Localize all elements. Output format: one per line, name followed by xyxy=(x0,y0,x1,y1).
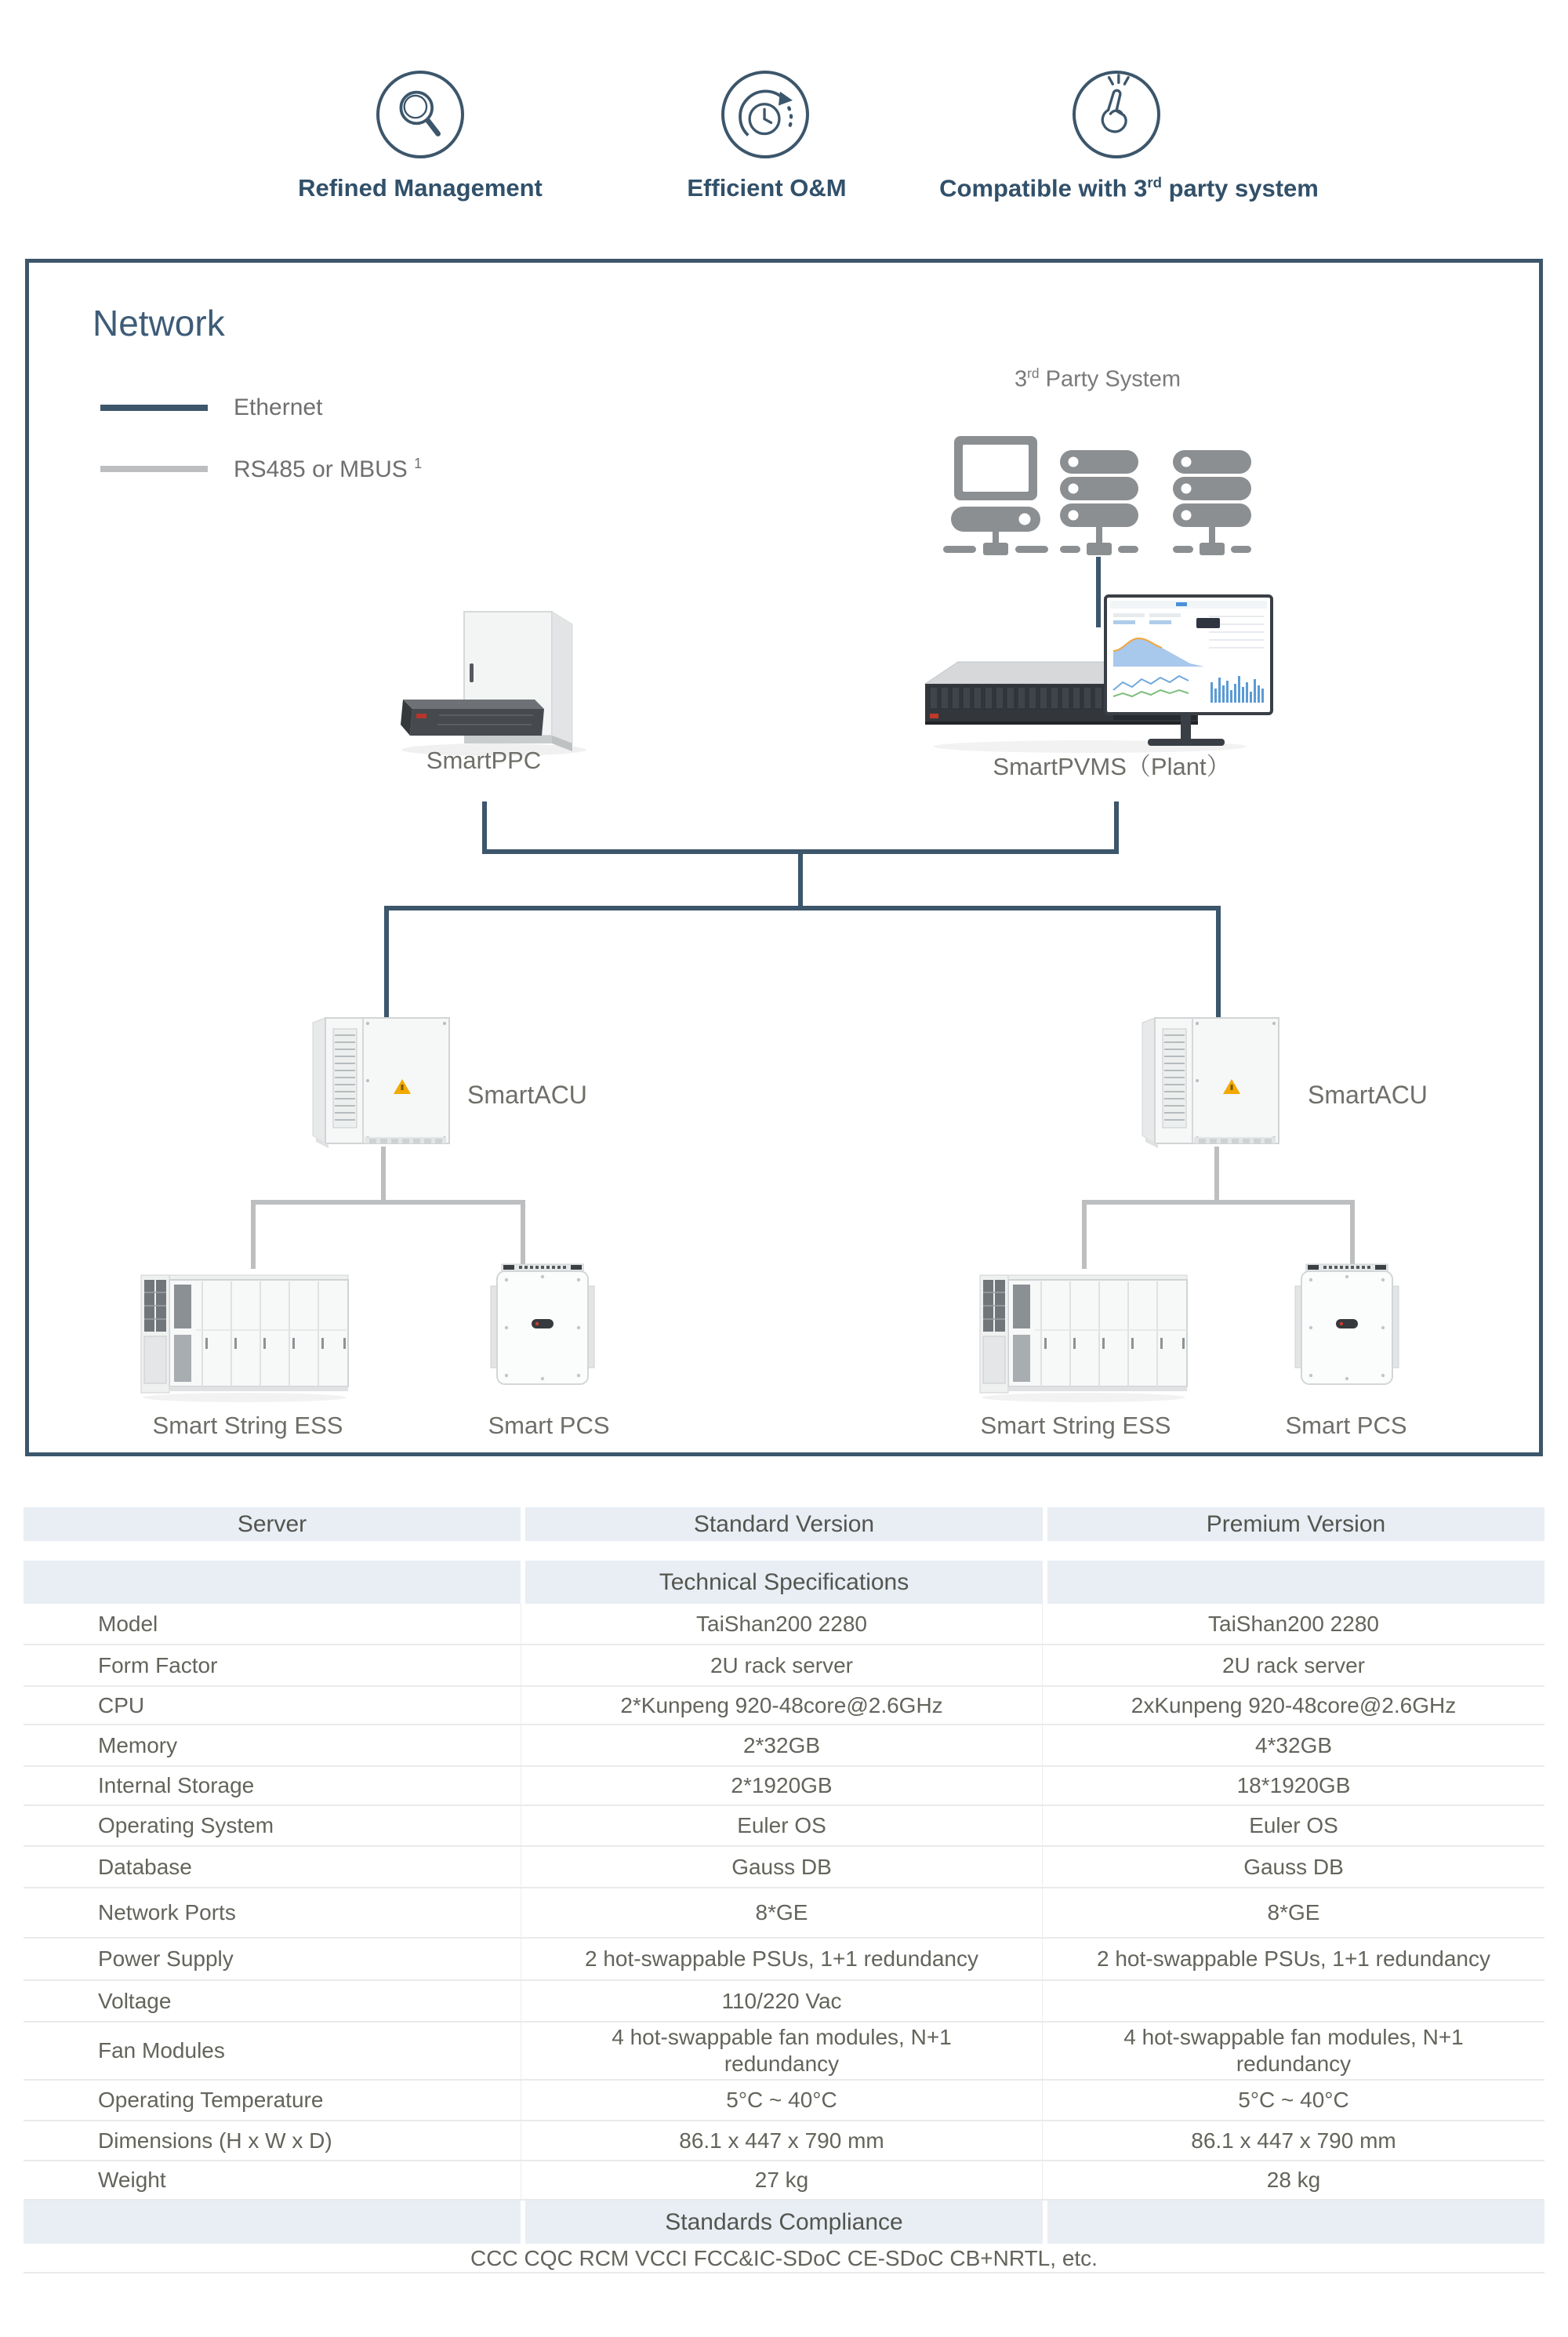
table-row xyxy=(24,1725,1544,1767)
spec-premium-value: 28 kg xyxy=(1266,2168,1321,2192)
rs485-link-ess-left xyxy=(251,1200,256,1269)
spec-standard-value: 2 hot-swappable PSUs, 1+1 redundancy xyxy=(521,1939,1043,1979)
efficient-om-feature xyxy=(721,71,809,158)
column-divider xyxy=(1043,2201,1047,2244)
smartpvms-label: SmartPVMS（Plant） xyxy=(993,753,1231,780)
pcs-device-left xyxy=(488,1261,597,1390)
spec-standard-value: 4 hot-swappable fan modules, N+1 redundancy xyxy=(521,2023,1043,2079)
ethernet-legend-line xyxy=(100,405,208,411)
ethernet-link-acu-left xyxy=(384,906,389,1017)
spec-label: Power Supply xyxy=(98,1946,234,1971)
section-header-standards-compliance: Standards Compliance xyxy=(24,2201,1544,2244)
spec-premium-value: 18*1920GB xyxy=(1236,1773,1351,1797)
spec-standard-value: Gauss DB xyxy=(521,1847,1043,1887)
spec-label: Memory xyxy=(98,1732,178,1757)
table-row xyxy=(24,2023,1544,2081)
server-stack-icon xyxy=(1060,431,1138,558)
ethernet-bus-lower xyxy=(384,906,1221,910)
ess-label-left: Smart String ESS xyxy=(152,1412,343,1439)
magnifier-icon xyxy=(379,74,461,155)
column-header-premium: Premium Version xyxy=(1047,1507,1544,1541)
smartacu-device-right xyxy=(1139,1013,1288,1148)
spec-standard-value: 2U rack server xyxy=(521,1645,1043,1685)
spec-table xyxy=(24,1507,1544,2273)
desktop-computer-icon xyxy=(943,431,1048,558)
column-divider xyxy=(1043,1561,1047,1604)
spec-premium-value: 4 hot-swappable fan modules, N+1 redundancy xyxy=(1123,2025,1464,2076)
spec-label: Internal Storage xyxy=(98,1773,255,1797)
spec-standard-value: 8*GE xyxy=(521,1888,1043,1937)
ethernet-link-ppc xyxy=(482,801,487,853)
clock-cycle-icon xyxy=(724,74,806,155)
refined-management-feature xyxy=(376,71,464,158)
table-row xyxy=(24,1806,1544,1847)
feature-label-compatible: Compatible with 3rd party system xyxy=(939,174,1319,202)
ess-device-right xyxy=(974,1263,1193,1404)
rs485-legend-label: RS485 or MBUS $^1$ xyxy=(234,456,423,482)
spec-premium-value: 4*32GB xyxy=(1254,1732,1333,1757)
server-stack-icon xyxy=(1173,431,1251,558)
table-row xyxy=(24,2081,1544,2121)
spec-premium-value: 8*GE xyxy=(1267,1900,1320,1924)
smartacu-device-left xyxy=(310,1013,459,1148)
spec-premium-value: 2xKunpeng 920-48core@2.6GHz xyxy=(1131,1692,1457,1717)
spec-premium-value: 86.1 x 447 x 790 mm xyxy=(1191,2128,1396,2153)
table-row xyxy=(24,2161,1544,2201)
spec-standard-value: 27 kg xyxy=(521,2161,1043,2199)
rs485-legend-line xyxy=(100,466,208,472)
feature-label-refined-management: Refined Management xyxy=(298,174,543,202)
ess-device-left xyxy=(135,1263,354,1404)
column-divider xyxy=(521,1561,525,1604)
table-row xyxy=(24,1687,1544,1725)
spec-label: Voltage xyxy=(98,1988,172,2013)
rs485-link-ess-right xyxy=(1082,1200,1087,1269)
section-header-technical-specifications: Technical Specifications xyxy=(24,1561,1544,1604)
rs485-bus-right xyxy=(1082,1200,1355,1205)
third-party-system-label: 3rd Party System xyxy=(1014,365,1181,392)
spec-label: Network Ports xyxy=(98,1900,236,1924)
spec-premium-value: TaiShan200 2280 xyxy=(1208,1611,1379,1636)
compatible-feature xyxy=(1073,71,1160,158)
spec-label: Operating System xyxy=(98,1813,274,1837)
spec-standard-value: 2*Kunpeng 920-48core@2.6GHz xyxy=(521,1687,1043,1724)
spec-label: Fan Modules xyxy=(98,2038,225,2063)
standards-compliance-value: CCC CQC RCM VCCI FCC&IC-SDoC CE-SDoC CB+NRTL, etc. xyxy=(24,2244,1544,2273)
table-row xyxy=(24,1767,1544,1806)
smartacu-label-right: SmartACU xyxy=(1308,1081,1428,1109)
spec-label: Form Factor xyxy=(98,1652,218,1677)
pcs-label-left: Smart PCS xyxy=(488,1412,610,1439)
table-row xyxy=(24,1604,1544,1645)
spec-standard-value: Euler OS xyxy=(521,1806,1043,1845)
spec-label: Database xyxy=(98,1854,192,1879)
table-row xyxy=(24,1981,1544,2023)
spec-premium-value: 5°C ~ 40°C xyxy=(1238,2088,1349,2112)
spec-premium-value: 2U rack server xyxy=(1221,1652,1366,1677)
network-title: Network xyxy=(93,303,225,343)
table-gap xyxy=(24,1541,1544,1561)
spec-standard-value: 2*1920GB xyxy=(521,1767,1043,1805)
table-header-row xyxy=(24,1507,1544,1541)
spec-premium-value: Euler OS xyxy=(1249,1813,1338,1837)
table-row xyxy=(24,2121,1544,2161)
spec-label: Operating Temperature xyxy=(98,2088,324,2112)
spec-standard-value: 110/220 Vac xyxy=(521,1981,1043,2021)
table-row xyxy=(24,1847,1544,1888)
spec-standard-value: 86.1 x 447 x 790 mm xyxy=(521,2121,1043,2160)
spec-premium-value: Gauss DB xyxy=(1243,1854,1344,1879)
spec-standard-value: TaiShan200 2280 xyxy=(521,1604,1043,1644)
finger-snap-icon xyxy=(1076,74,1157,155)
ethernet-link-pvms xyxy=(1114,801,1119,853)
table-row xyxy=(24,1645,1544,1687)
rs485-stem-acu-right xyxy=(1214,1147,1219,1203)
smartacu-label-left: SmartACU xyxy=(467,1081,587,1109)
spec-label: CPU xyxy=(98,1692,145,1717)
table-row xyxy=(24,1888,1544,1939)
rs485-stem-acu-left xyxy=(381,1147,386,1203)
spec-label: Weight xyxy=(98,2168,166,2192)
feature-label-efficient-om: Efficient O&M xyxy=(687,174,847,202)
smartpvms-device xyxy=(917,590,1278,758)
smartppc-label: SmartPPC xyxy=(426,747,542,774)
pcs-device-right xyxy=(1292,1261,1402,1390)
table-row xyxy=(24,1939,1544,1981)
rs485-bus-left xyxy=(251,1200,525,1205)
spec-standard-value: 5°C ~ 40°C xyxy=(521,2081,1043,2120)
ethernet-stem-center xyxy=(798,854,803,907)
pcs-label-right: Smart PCS xyxy=(1285,1412,1407,1439)
column-header-server: Server xyxy=(24,1507,521,1541)
spec-premium-value: 2 hot-swappable PSUs, 1+1 redundancy xyxy=(1097,1946,1490,1971)
spec-standard-value: 2*32GB xyxy=(521,1725,1043,1765)
smartppc-device xyxy=(392,605,604,762)
column-header-standard: Standard Version xyxy=(525,1507,1043,1541)
ess-label-right: Smart String ESS xyxy=(980,1412,1171,1439)
spec-label: Dimensions (H x W x D) xyxy=(98,2128,332,2153)
column-divider xyxy=(521,2201,525,2244)
ethernet-legend-label: Ethernet xyxy=(234,394,323,420)
ethernet-link-acu-right xyxy=(1216,906,1221,1017)
spec-label: Model xyxy=(98,1611,158,1636)
